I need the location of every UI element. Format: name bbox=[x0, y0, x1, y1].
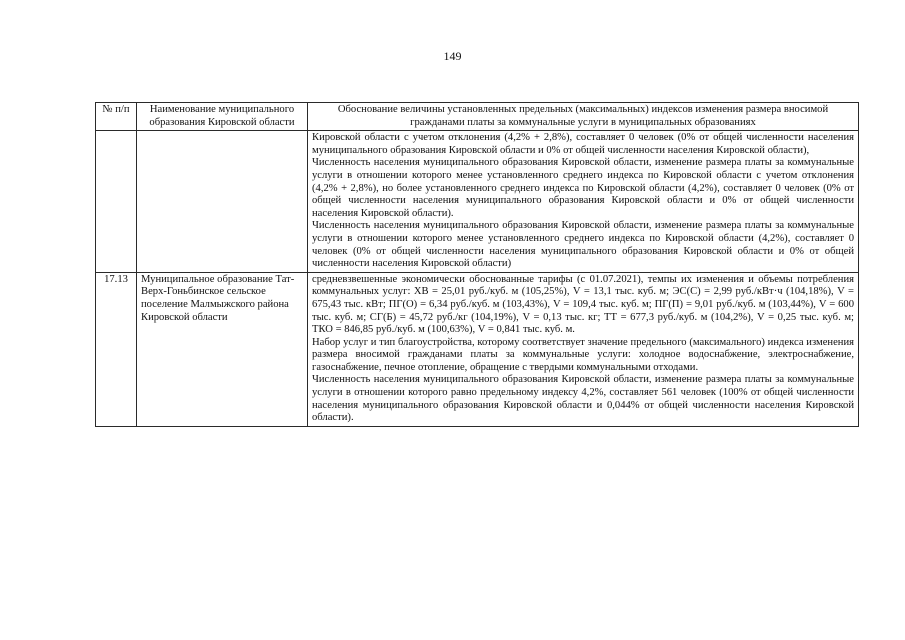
table-row bbox=[96, 131, 859, 273]
header-municipality: Наименование муниципального образования Кировской области bbox=[137, 103, 308, 131]
row-municipality bbox=[137, 131, 308, 273]
row-number bbox=[96, 131, 137, 273]
justification-paragraph: Численность населения муниципального образования Кировской области, изменение размера платы за коммунальные услуги в отношении которого равно предельному индексу 4,2%, составляет 561 человек (100% от общей численности населения муниципального образования Кировской области и 0,044% от общей численности населения Кировской области). bbox=[312, 374, 854, 424]
header-number: № п/п bbox=[96, 103, 137, 131]
row-municipality: Муниципальное образование Тат-Верх-Гоньбинское сельское поселение Малмыжского района Кировской области bbox=[137, 272, 308, 426]
justification-paragraph: Набор услуг и тип благоустройства, которому соответствует значение предельного (максимального) индекса изменения размера вносимой гражданами платы за коммунальные услуги: холодное водоснабжение, электроснабжение, газоснабжение, печное отопление, обращение с твердыми коммунальными отходами. bbox=[312, 336, 854, 373]
page-number: 149 bbox=[443, 49, 462, 63]
row-number: 17.13 bbox=[96, 272, 137, 426]
table-header-row bbox=[96, 103, 859, 131]
table-row bbox=[96, 272, 859, 426]
justification-paragraph: Численность населения муниципального образования Кировской области, изменение размера платы за коммунальные услуги в отношении которого менее установленного среднего индекса по Кировской области (4,2%), составляет 0 человек (0% от общей численности населения муниципального образования Кировской области и 0% от общей численности населения Кировской области) bbox=[312, 220, 854, 270]
row-justification bbox=[308, 131, 859, 273]
justification-paragraph: средневзвешенные экономически обоснованные тарифы (с 01.07.2021), темпы их изменения и объемы потребления коммунальных услуг: ХВ = 25,01 руб./куб. м (105,25%), V = 13,1 тыс. куб. м; ЭС(С) = 2,99 руб./кВт·ч (104,18%), V = 675,43 тыс. кВт; ПГ(О) = 6,34 руб./куб. м (103,43%), V = 109,4 тыс. куб. м; ПГ(П) = 9,01 руб./куб. м (103,44%), V = 600 тыс. куб. м; СГ(Б) = 45,72 руб./кг (104,19%), V = 0,13 тыс. кг; ТТ = 677,3 руб./куб. м (104,2%), V = 0,25 тыс. куб. м; ТКО = 846,85 руб./куб. м (100,63%), V = 0,841 тыс. куб. м. bbox=[312, 273, 854, 336]
justification-paragraph: Численность населения муниципального образования Кировской области, изменение размера платы за коммунальные услуги в отношении которого менее установленного среднего индекса по Кировской области с учетом отклонения (4,2% + 2,8%), но более установленного среднего индекса по Кировской области (4,2%), составляет 0 человек (0% от общей численности населения муниципального образования Кировской области и 0% от общей численности населения Кировской области). bbox=[312, 157, 854, 219]
justification-paragraph: Кировской области с учетом отклонения (4,2% + 2,8%), составляет 0 человек (0% от общей численности населения муниципального образования Кировской области и 0% от общей численности населения Кировской области), bbox=[312, 132, 854, 156]
row-justification bbox=[308, 272, 859, 426]
header-justification: Обоснование величины установленных предельных (максимальных) индексов изменения размера вносимой гражданами платы за коммунальные услуги в муниципальных образованиях bbox=[308, 103, 859, 131]
index-justification-table bbox=[95, 102, 859, 427]
